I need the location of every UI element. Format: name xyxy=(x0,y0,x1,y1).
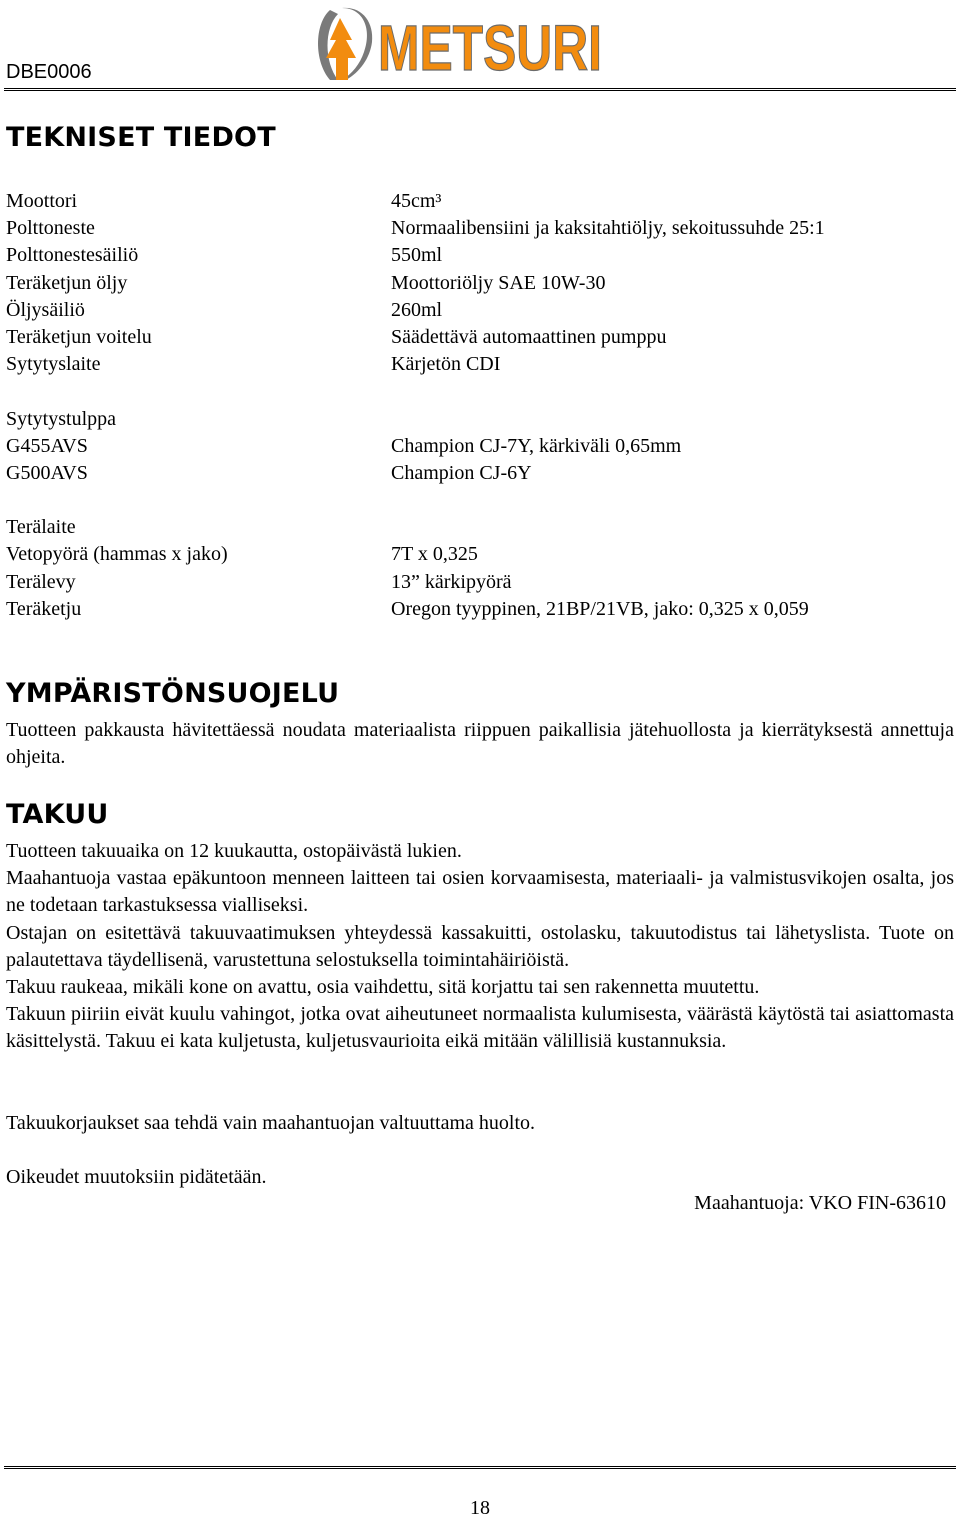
technical-title: TEKNISET TIEDOT xyxy=(6,122,276,153)
warranty-title: TAKUU xyxy=(6,799,109,830)
metsuri-logo xyxy=(312,2,612,86)
footer-divider xyxy=(4,1466,956,1469)
spec-value: 45cm³ xyxy=(391,190,442,212)
spec-row-g455avs xyxy=(6,433,956,460)
spec-row-sprocket xyxy=(6,541,956,568)
spec-value: Moottoriöljy SAE 10W-30 xyxy=(391,271,606,294)
spec-label: Teräketjun öljy xyxy=(6,271,128,294)
spec-label: Teräketju xyxy=(6,597,82,620)
tree-emblem-icon xyxy=(318,8,372,80)
warranty-claim-documents: Ostajan on esitettävä takuuvaatimuksen yhteydessä kassakuitti, ostolasku, takuutodistus tai lähetyslista. Tuote on palautettava täydellisenä, varustettuna selostuksella toimintahäiriöistä. xyxy=(6,922,954,972)
spec-label: Sytytyslaite xyxy=(6,353,101,376)
spec-label: Terälevy xyxy=(6,570,76,593)
spec-value: 7T x 0,325 xyxy=(391,543,478,566)
page-number: 18 xyxy=(470,1497,490,1519)
spec-row-saw-chain xyxy=(6,596,956,623)
header-divider xyxy=(4,88,956,91)
spec-label: Moottori xyxy=(6,190,78,212)
spec-row-fuel xyxy=(6,215,956,242)
spec-label: Öljysäiliö xyxy=(6,298,85,321)
spec-value: Säädettävä automaattinen pumppu xyxy=(391,325,667,348)
logo-wordmark: METSURI xyxy=(378,12,602,84)
warranty-exclusions: Takuun piiriin eivät kuulu vahingot, jotka ovat aiheutuneet normaalista kulumisesta, väärästä käytöstä tai asiattomasta käsittelystä. Takuu ei kata kuljetusta, kuljetusvaurioita eikä mitään välillisiä kustannuksia. xyxy=(6,1003,954,1053)
warranty-period: Tuotteen takuuaika on 12 kuukautta, ostopäivästä lukien. xyxy=(6,840,462,862)
importer-info: Maahantuoja: VKO FIN-63610 xyxy=(694,1192,946,1214)
spec-label: G455AVS xyxy=(6,434,88,457)
spec-row-g500avs xyxy=(6,460,956,487)
warranty-importer-responsibility: Maahantuoja vastaa epäkuntoon menneen laitteen tai osien korvaamisesta, materiaali- ja valmistusvikojen osalta, jos ne todetaan tarkastuksessa vialliseksi. xyxy=(6,867,954,917)
spec-label: Vetopyörä (hammas x jako) xyxy=(6,543,228,566)
spec-label: G500AVS xyxy=(6,461,88,484)
spec-row-ignition xyxy=(6,351,956,378)
rights-reserved-note: Oikeudet muutoksiin pidätetään. xyxy=(6,1166,267,1188)
warranty-repairs-note: Takuukorjaukset saa tehdä vain maahantuojan valtuuttama huolto. xyxy=(6,1112,535,1134)
environment-title: YMPÄRISTÖNSUOJELU xyxy=(6,678,340,709)
spec-value: Oregon tyyppinen, 21BP/21VB, jako: 0,325 x 0,059 xyxy=(391,597,809,620)
environment-text: Tuotteen pakkausta hävitettäessä noudata materiaalista riippuen paikallisia jätehuollosta ja kierrätyksestä annettuja ohjeita. xyxy=(6,719,954,769)
spec-row-oil-tank xyxy=(6,297,956,324)
spec-row-chain-oil xyxy=(6,270,956,297)
cutting-heading: Terälaite xyxy=(6,516,76,539)
spec-label: Polttonestesäiliö xyxy=(6,244,139,267)
spec-value: 260ml xyxy=(391,298,443,321)
spec-label: Polttoneste xyxy=(6,217,95,240)
spark-plug-heading: Sytytystulppa xyxy=(6,407,117,430)
spec-value: 550ml xyxy=(391,244,443,267)
spec-value: 13” kärkipyörä xyxy=(391,570,512,593)
spec-row-chain-lubrication xyxy=(6,324,956,351)
warranty-void-conditions: Takuu raukeaa, mikäli kone on avattu, osia vaihdettu, sitä korjattu tai sen rakennetta muutettu. xyxy=(6,976,760,998)
spec-value: Normaalibensiini ja kaksitahtiöljy, sekoitussuhde 25:1 xyxy=(391,217,825,240)
spec-row-engine xyxy=(6,188,956,215)
spec-value: Kärjetön CDI xyxy=(391,353,501,376)
spec-value: Champion CJ-6Y xyxy=(391,461,532,484)
spec-label: Teräketjun voitelu xyxy=(6,325,152,348)
spec-value: Champion CJ-7Y, kärkiväli 0,65mm xyxy=(391,434,682,457)
spec-row-fuel-tank xyxy=(6,242,956,269)
document-code: DBE0006 xyxy=(6,61,92,83)
spec-row-guide-bar xyxy=(6,569,956,596)
spec-table xyxy=(6,188,956,623)
